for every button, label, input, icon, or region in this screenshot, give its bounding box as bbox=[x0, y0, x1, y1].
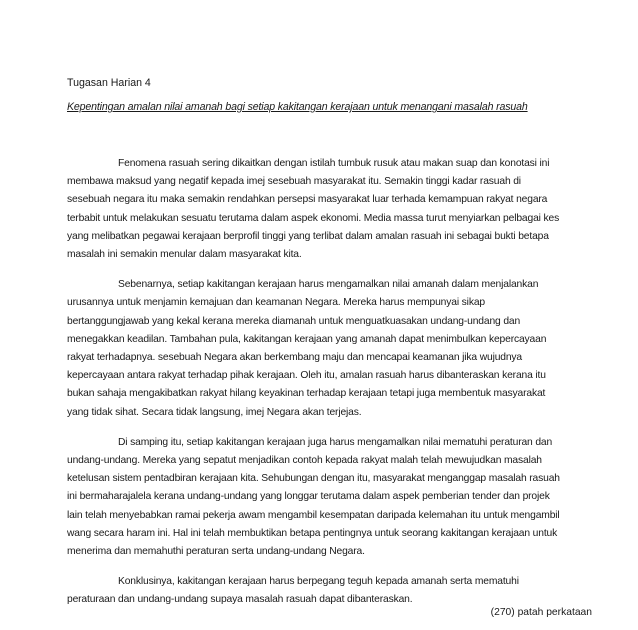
paragraph-conclusion: Konklusinya, kakitangan kerajaan harus berpegang teguh kepada amanah serta mematuhi peraturaan dan undang-undang supaya masalah rasuah dapat dibanteraskan. bbox=[67, 576, 519, 606]
document-header: Tugasan Harian 4 bbox=[67, 77, 151, 89]
word-count: (270) patah perkataan bbox=[490, 607, 592, 618]
paragraph-point-1: Sebenarnya, setiap kakitangan kerajaan harus mengamalkan nilai amanah dalam menjalankan urusannya untuk menjamin kemajuan dan keamanan Negara. Mereka harus mempunyai sikap bertanggungjawab yang kekal kerana mereka diamanah untuk menguatkuasakan undang-undang dan menegakkan keadilan. Tambahan pula, kakitangan kerajaan yang amanah dapat menimbulkan kepercayaan rakyat terhadapnya. sesebuah Negara akan berkembang maju dan mencapai keamanan jika wujudnya kepercayaan antara rakyat terhadap pihak kerajaan. Oleh itu, amalan rasuah harus dibanteraskan kerana itu bukan sahaja mengakibatkan rakyat hilang keyakinan terhadap kerajaan tetapi juga membentuk masyarakat yang tidak sihat. Secara tidak langsung, imej Negara akan terjejas. bbox=[67, 279, 547, 418]
paragraph-introduction: Fenomena rasuah sering dikaitkan dengan istilah tumbuk rusuk atau makan suap dan konotasi ini membawa maksud yang negatif kepada imej sesebuah masyarakat itu. Semakin tinggi kadar rasuah di sesebuah negara itu maka semakin rendahkan persepsi masyarakat luar terhada kemampuan rakyat negara terbabit untuk melakukan sesuatu terutama dalam aspek ekonomi. Media massa turut menyiarkan pelbagai kes yang melibatkan pegawai kerajaan berprofil tinggi yang terlibat dalam amalan rasuah ini sebagai bukti betapa masalah ini semakin menular dalam masyarakat kita. bbox=[67, 158, 560, 261]
paragraph-point-2: Di samping itu, setiap kakitangan kerajaan juga harus mengamalkan nilai mematuhi peraturan dan undang-undang. Mereka yang sepatut menjadikan contoh kepada rakyat malah telah mewujudkan masalah ketelusan sistem pentadbiran kerajaan kita. Sehubungan dengan itu, masyarakat menganggap masalah rasuah ini bermaharajalela kerana undang-undang yang longgar terutama dalam aspek pemberian tender dan projek lain telah menyebabkan ramai pekerja awam mengambil kesempatan daripada kelemahan itu untuk mengambil wang secara haram ini. Hal ini telah membuktikan betapa pentingnya untuk seorang kakitangan kerajaan untuk menerima dan memahuthi peraturan serta undang-undang Negara. bbox=[67, 436, 560, 558]
document-title: Kepentingan amalan nilai amanah bagi setiap kakitangan kerajaan untuk menangani masalah rasuah bbox=[67, 101, 528, 113]
document-body bbox=[67, 155, 567, 622]
